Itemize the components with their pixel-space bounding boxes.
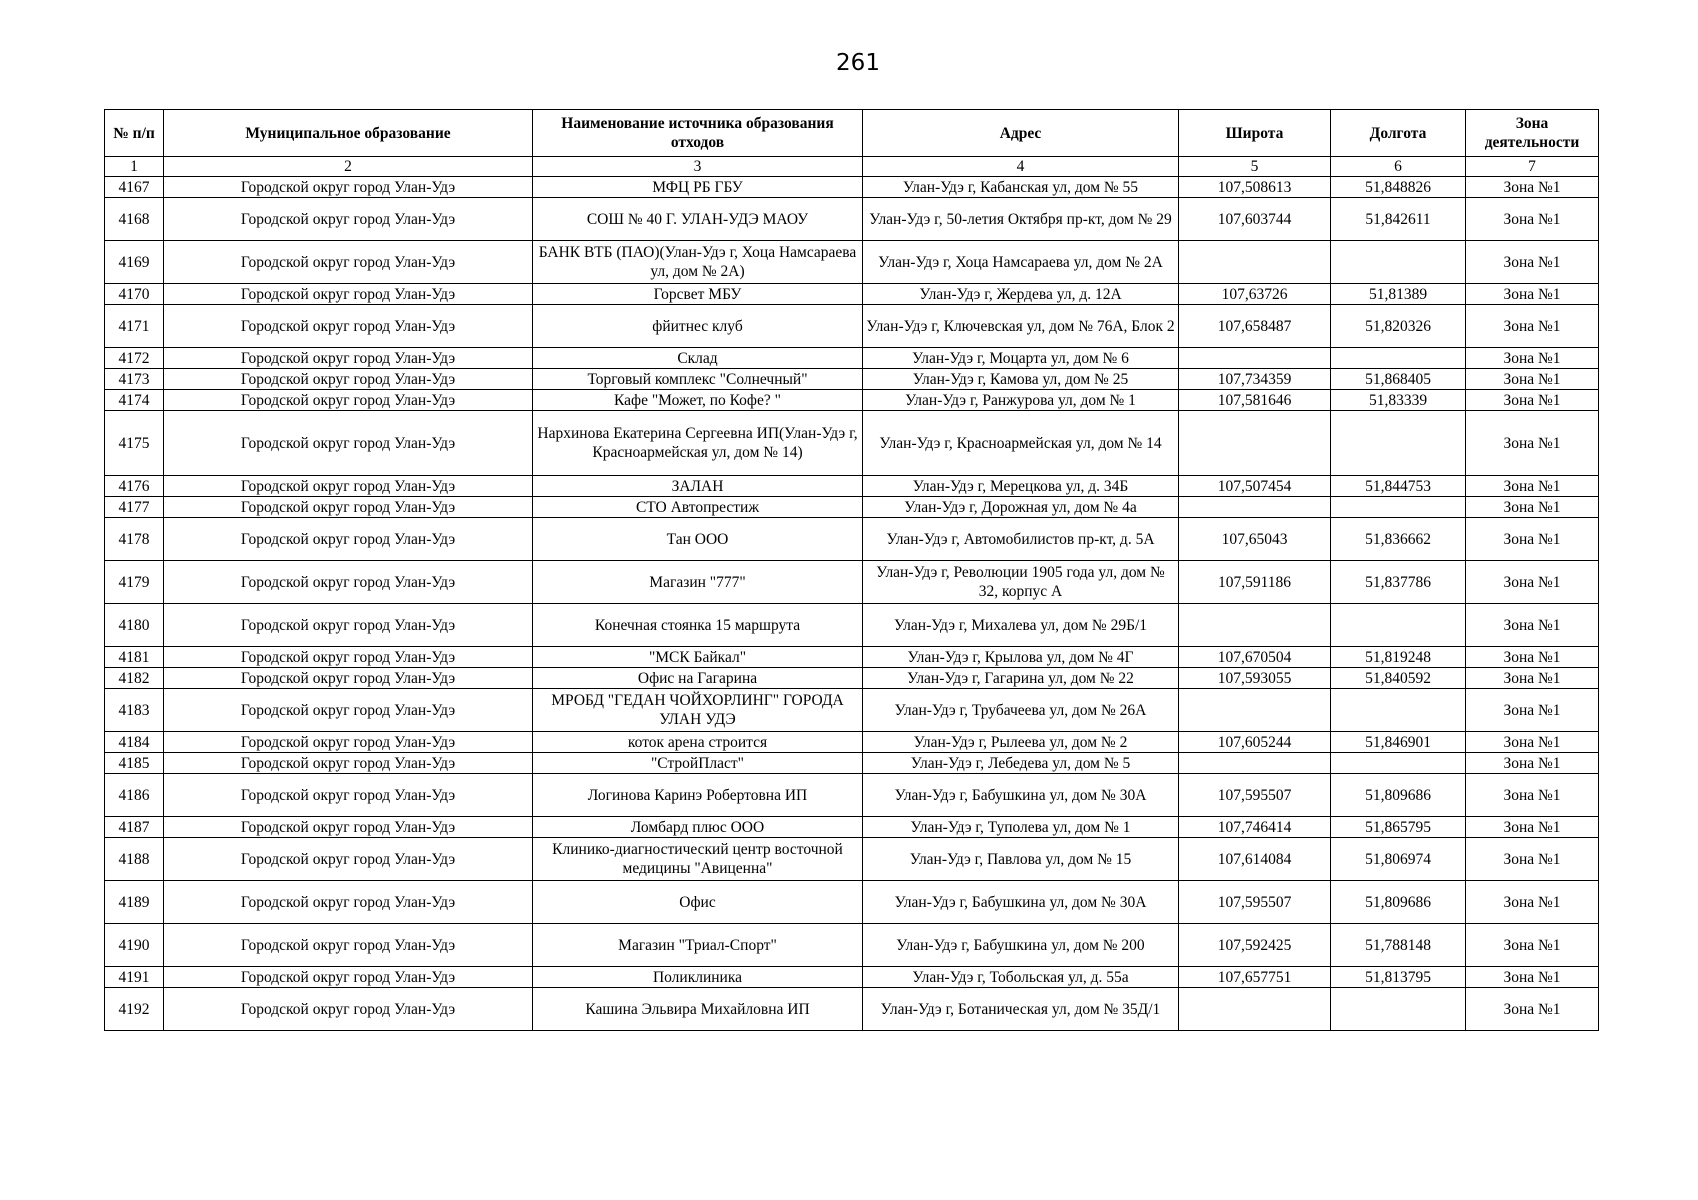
cell-num: 4178 — [105, 518, 164, 561]
cell-latitude: 107,507454 — [1179, 476, 1331, 497]
table-row — [105, 177, 1599, 198]
cell-num: 4185 — [105, 753, 164, 774]
cell-longitude: 51,83339 — [1331, 390, 1466, 411]
cell-longitude: 51,868405 — [1331, 369, 1466, 390]
cell-longitude — [1331, 753, 1466, 774]
cell-source-name: Офис — [533, 881, 863, 924]
column-number: 4 — [863, 157, 1179, 177]
table-row — [105, 390, 1599, 411]
cell-source-name: Кафе "Может, по Кофе? " — [533, 390, 863, 411]
cell-municipality: Городской округ город Улан-Удэ — [164, 561, 533, 604]
table-row — [105, 241, 1599, 284]
table-row — [105, 348, 1599, 369]
cell-municipality: Городской округ город Улан-Удэ — [164, 305, 533, 348]
cell-longitude — [1331, 348, 1466, 369]
table-row — [105, 497, 1599, 518]
cell-num: 4181 — [105, 647, 164, 668]
cell-address: Улан-Удэ г, Михалева ул, дом № 29Б/1 — [863, 604, 1179, 647]
cell-zone: Зона №1 — [1466, 924, 1599, 967]
cell-source-name: Ломбард плюс ООО — [533, 817, 863, 838]
cell-num: 4189 — [105, 881, 164, 924]
cell-latitude: 107,614084 — [1179, 838, 1331, 881]
cell-zone: Зона №1 — [1466, 881, 1599, 924]
cell-num: 4183 — [105, 689, 164, 732]
table-row — [105, 561, 1599, 604]
table-row — [105, 305, 1599, 348]
table-row — [105, 817, 1599, 838]
cell-latitude: 107,603744 — [1179, 198, 1331, 241]
cell-zone: Зона №1 — [1466, 518, 1599, 561]
cell-num: 4179 — [105, 561, 164, 604]
column-number: 2 — [164, 157, 533, 177]
cell-zone: Зона №1 — [1466, 476, 1599, 497]
cell-zone: Зона №1 — [1466, 753, 1599, 774]
cell-latitude — [1179, 497, 1331, 518]
cell-num: 4190 — [105, 924, 164, 967]
cell-latitude: 107,593055 — [1179, 668, 1331, 689]
cell-zone: Зона №1 — [1466, 369, 1599, 390]
cell-latitude — [1179, 988, 1331, 1031]
cell-zone: Зона №1 — [1466, 668, 1599, 689]
cell-num: 4187 — [105, 817, 164, 838]
cell-latitude: 107,658487 — [1179, 305, 1331, 348]
cell-latitude: 107,581646 — [1179, 390, 1331, 411]
cell-num: 4177 — [105, 497, 164, 518]
cell-municipality: Городской округ город Улан-Удэ — [164, 924, 533, 967]
cell-source-name: Нархинова Екатерина Сергеевна ИП(Улан-Удэ г, Красноармейская ул, дом № 14) — [533, 411, 863, 476]
cell-latitude: 107,605244 — [1179, 732, 1331, 753]
cell-municipality: Городской округ город Улан-Удэ — [164, 881, 533, 924]
header-longitude: Долгота — [1331, 110, 1466, 157]
cell-source-name: "МСК Байкал" — [533, 647, 863, 668]
cell-municipality: Городской округ город Улан-Удэ — [164, 838, 533, 881]
waste-sources-table — [104, 109, 1599, 1031]
table-row — [105, 647, 1599, 668]
cell-municipality: Городской округ город Улан-Удэ — [164, 518, 533, 561]
cell-source-name: Горсвет МБУ — [533, 284, 863, 305]
cell-address: Улан-Удэ г, Хоца Намсараева ул, дом № 2А — [863, 241, 1179, 284]
cell-longitude — [1331, 411, 1466, 476]
table-row — [105, 284, 1599, 305]
table-row — [105, 411, 1599, 476]
cell-address: Улан-Удэ г, 50-летия Октября пр-кт, дом № 29 — [863, 198, 1179, 241]
cell-longitude — [1331, 241, 1466, 284]
cell-num: 4174 — [105, 390, 164, 411]
cell-source-name: Поликлиника — [533, 967, 863, 988]
cell-longitude: 51,813795 — [1331, 967, 1466, 988]
column-number: 6 — [1331, 157, 1466, 177]
table-row — [105, 838, 1599, 881]
cell-source-name: Магазин "777" — [533, 561, 863, 604]
cell-source-name: Кашина Эльвира Михайловна ИП — [533, 988, 863, 1031]
cell-num: 4175 — [105, 411, 164, 476]
cell-municipality: Городской округ город Улан-Удэ — [164, 177, 533, 198]
table-row — [105, 774, 1599, 817]
cell-address: Улан-Удэ г, Бабушкина ул, дом № 30А — [863, 881, 1179, 924]
cell-num: 4171 — [105, 305, 164, 348]
cell-source-name: БАНК ВТБ (ПАО)(Улан-Удэ г, Хоца Намсараева ул, дом № 2А) — [533, 241, 863, 284]
cell-latitude: 107,746414 — [1179, 817, 1331, 838]
cell-source-name: фйитнес клуб — [533, 305, 863, 348]
cell-latitude: 107,595507 — [1179, 774, 1331, 817]
cell-num: 4173 — [105, 369, 164, 390]
cell-municipality: Городской округ город Улан-Удэ — [164, 668, 533, 689]
cell-latitude: 107,595507 — [1179, 881, 1331, 924]
cell-longitude — [1331, 497, 1466, 518]
cell-num: 4192 — [105, 988, 164, 1031]
cell-num: 4188 — [105, 838, 164, 881]
cell-latitude — [1179, 348, 1331, 369]
cell-num: 4172 — [105, 348, 164, 369]
cell-address: Улан-Удэ г, Автомобилистов пр-кт, д. 5А — [863, 518, 1179, 561]
cell-address: Улан-Удэ г, Камова ул, дом № 25 — [863, 369, 1179, 390]
cell-num: 4182 — [105, 668, 164, 689]
cell-address: Улан-Удэ г, Ранжурова ул, дом № 1 — [863, 390, 1179, 411]
cell-municipality: Городской округ город Улан-Удэ — [164, 241, 533, 284]
table-row — [105, 753, 1599, 774]
cell-source-name: Клинико-диагностический центр восточной медицины "Авиценна" — [533, 838, 863, 881]
header-latitude: Широта — [1179, 110, 1331, 157]
cell-zone: Зона №1 — [1466, 689, 1599, 732]
cell-latitude — [1179, 604, 1331, 647]
cell-address: Улан-Удэ г, Лебедева ул, дом № 5 — [863, 753, 1179, 774]
cell-municipality: Городской округ город Улан-Удэ — [164, 411, 533, 476]
cell-source-name: ЗАЛАН — [533, 476, 863, 497]
cell-num: 4168 — [105, 198, 164, 241]
cell-longitude: 51,809686 — [1331, 774, 1466, 817]
cell-municipality: Городской округ город Улан-Удэ — [164, 988, 533, 1031]
cell-address: Улан-Удэ г, Рылеева ул, дом № 2 — [863, 732, 1179, 753]
cell-longitude: 51,819248 — [1331, 647, 1466, 668]
cell-zone: Зона №1 — [1466, 284, 1599, 305]
cell-num: 4191 — [105, 967, 164, 988]
cell-latitude: 107,592425 — [1179, 924, 1331, 967]
column-number: 5 — [1179, 157, 1331, 177]
cell-source-name: "СтройПласт" — [533, 753, 863, 774]
cell-municipality: Городской округ город Улан-Удэ — [164, 369, 533, 390]
header-source-name: Наименование источника образования отходов — [533, 110, 863, 157]
cell-latitude: 107,65043 — [1179, 518, 1331, 561]
table-row — [105, 369, 1599, 390]
cell-municipality: Городской округ город Улан-Удэ — [164, 817, 533, 838]
cell-address: Улан-Удэ г, Дорожная ул, дом № 4а — [863, 497, 1179, 518]
cell-municipality: Городской округ город Улан-Удэ — [164, 497, 533, 518]
cell-zone: Зона №1 — [1466, 732, 1599, 753]
cell-zone: Зона №1 — [1466, 497, 1599, 518]
cell-municipality: Городской округ город Улан-Удэ — [164, 732, 533, 753]
cell-source-name: СТО Автопрестиж — [533, 497, 863, 518]
cell-latitude: 107,508613 — [1179, 177, 1331, 198]
cell-address: Улан-Удэ г, Тобольская ул, д. 55а — [863, 967, 1179, 988]
cell-latitude: 107,63726 — [1179, 284, 1331, 305]
cell-address: Улан-Удэ г, Революции 1905 года ул, дом № 32, корпус А — [863, 561, 1179, 604]
cell-source-name: СОШ № 40 Г. УЛАН-УДЭ МАОУ — [533, 198, 863, 241]
table-row — [105, 732, 1599, 753]
cell-zone: Зона №1 — [1466, 988, 1599, 1031]
cell-zone: Зона №1 — [1466, 348, 1599, 369]
cell-zone: Зона №1 — [1466, 241, 1599, 284]
cell-num: 4170 — [105, 284, 164, 305]
column-number: 3 — [533, 157, 863, 177]
cell-municipality: Городской округ город Улан-Удэ — [164, 774, 533, 817]
cell-municipality: Городской округ город Улан-Удэ — [164, 753, 533, 774]
cell-zone: Зона №1 — [1466, 177, 1599, 198]
cell-municipality: Городской округ город Улан-Удэ — [164, 604, 533, 647]
header-address: Адрес — [863, 110, 1179, 157]
table-row — [105, 476, 1599, 497]
cell-municipality: Городской округ город Улан-Удэ — [164, 967, 533, 988]
cell-latitude: 107,591186 — [1179, 561, 1331, 604]
cell-zone: Зона №1 — [1466, 967, 1599, 988]
cell-num: 4180 — [105, 604, 164, 647]
cell-source-name: Логинова Каринэ Робертовна ИП — [533, 774, 863, 817]
cell-municipality: Городской округ город Улан-Удэ — [164, 476, 533, 497]
cell-address: Улан-Удэ г, Трубачеева ул, дом № 26А — [863, 689, 1179, 732]
cell-longitude: 51,842611 — [1331, 198, 1466, 241]
table-row — [105, 689, 1599, 732]
cell-source-name: МРОБД "ГЕДАН ЧОЙХОРЛИНГ" ГОРОДА УЛАН УДЭ — [533, 689, 863, 732]
table-row — [105, 604, 1599, 647]
table-body — [105, 177, 1599, 1031]
cell-source-name: Конечная стоянка 15 маршрута — [533, 604, 863, 647]
cell-latitude — [1179, 753, 1331, 774]
table-row — [105, 988, 1599, 1031]
page-number: 261 — [836, 50, 880, 76]
cell-address: Улан-Удэ г, Гагарина ул, дом № 22 — [863, 668, 1179, 689]
cell-latitude — [1179, 689, 1331, 732]
table-header-row — [105, 110, 1599, 157]
table-row — [105, 198, 1599, 241]
cell-longitude: 51,836662 — [1331, 518, 1466, 561]
column-number: 1 — [105, 157, 164, 177]
cell-zone: Зона №1 — [1466, 647, 1599, 668]
cell-num: 4184 — [105, 732, 164, 753]
cell-address: Улан-Удэ г, Моцарта ул, дом № 6 — [863, 348, 1179, 369]
cell-longitude: 51,809686 — [1331, 881, 1466, 924]
cell-zone: Зона №1 — [1466, 604, 1599, 647]
table-row — [105, 967, 1599, 988]
cell-zone: Зона №1 — [1466, 561, 1599, 604]
cell-source-name: Магазин "Триал-Спорт" — [533, 924, 863, 967]
table-row — [105, 924, 1599, 967]
header-zone: Зона деятельности — [1466, 110, 1599, 157]
cell-municipality: Городской округ город Улан-Удэ — [164, 647, 533, 668]
cell-longitude: 51,840592 — [1331, 668, 1466, 689]
cell-longitude: 51,837786 — [1331, 561, 1466, 604]
cell-longitude: 51,846901 — [1331, 732, 1466, 753]
cell-longitude: 51,865795 — [1331, 817, 1466, 838]
cell-longitude: 51,788148 — [1331, 924, 1466, 967]
cell-address: Улан-Удэ г, Кабанская ул, дом № 55 — [863, 177, 1179, 198]
cell-municipality: Городской округ город Улан-Удэ — [164, 689, 533, 732]
cell-source-name: коток арена строится — [533, 732, 863, 753]
cell-municipality: Городской округ город Улан-Удэ — [164, 284, 533, 305]
cell-latitude — [1179, 411, 1331, 476]
cell-num: 4169 — [105, 241, 164, 284]
cell-address: Улан-Удэ г, Крылова ул, дом № 4Г — [863, 647, 1179, 668]
cell-zone: Зона №1 — [1466, 774, 1599, 817]
cell-latitude — [1179, 241, 1331, 284]
cell-longitude: 51,848826 — [1331, 177, 1466, 198]
cell-address: Улан-Удэ г, Жердева ул, д. 12А — [863, 284, 1179, 305]
cell-num: 4167 — [105, 177, 164, 198]
cell-source-name: Офис на Гагарина — [533, 668, 863, 689]
header-num: № п/п — [105, 110, 164, 157]
cell-source-name: Тан ООО — [533, 518, 863, 561]
cell-municipality: Городской округ город Улан-Удэ — [164, 390, 533, 411]
column-number: 7 — [1466, 157, 1599, 177]
column-number-row — [105, 157, 1599, 177]
table-row — [105, 518, 1599, 561]
header-municipality: Муниципальное образование — [164, 110, 533, 157]
cell-longitude: 51,806974 — [1331, 838, 1466, 881]
table-row — [105, 881, 1599, 924]
cell-address: Улан-Удэ г, Бабушкина ул, дом № 200 — [863, 924, 1179, 967]
cell-address: Улан-Удэ г, Туполева ул, дом № 1 — [863, 817, 1179, 838]
cell-zone: Зона №1 — [1466, 305, 1599, 348]
cell-source-name: Склад — [533, 348, 863, 369]
cell-longitude: 51,81389 — [1331, 284, 1466, 305]
cell-num: 4186 — [105, 774, 164, 817]
cell-source-name: Торговый комплекс "Солнечный" — [533, 369, 863, 390]
cell-longitude: 51,820326 — [1331, 305, 1466, 348]
cell-zone: Зона №1 — [1466, 198, 1599, 241]
cell-address: Улан-Удэ г, Ключевская ул, дом № 76А, Блок 2 — [863, 305, 1179, 348]
cell-address: Улан-Удэ г, Бабушкина ул, дом № 30А — [863, 774, 1179, 817]
cell-address: Улан-Удэ г, Мерецкова ул, д. 34Б — [863, 476, 1179, 497]
cell-num: 4176 — [105, 476, 164, 497]
cell-municipality: Городской округ город Улан-Удэ — [164, 348, 533, 369]
cell-longitude — [1331, 604, 1466, 647]
table-row — [105, 668, 1599, 689]
cell-source-name: МФЦ РБ ГБУ — [533, 177, 863, 198]
cell-municipality: Городской округ город Улан-Удэ — [164, 198, 533, 241]
cell-latitude: 107,670504 — [1179, 647, 1331, 668]
cell-address: Улан-Удэ г, Ботаническая ул, дом № 35Д/1 — [863, 988, 1179, 1031]
cell-zone: Зона №1 — [1466, 838, 1599, 881]
cell-zone: Зона №1 — [1466, 390, 1599, 411]
cell-latitude: 107,734359 — [1179, 369, 1331, 390]
cell-longitude — [1331, 988, 1466, 1031]
cell-address: Улан-Удэ г, Павлова ул, дом № 15 — [863, 838, 1179, 881]
cell-longitude: 51,844753 — [1331, 476, 1466, 497]
cell-longitude — [1331, 689, 1466, 732]
cell-address: Улан-Удэ г, Красноармейская ул, дом № 14 — [863, 411, 1179, 476]
cell-latitude: 107,657751 — [1179, 967, 1331, 988]
cell-zone: Зона №1 — [1466, 411, 1599, 476]
cell-zone: Зона №1 — [1466, 817, 1599, 838]
